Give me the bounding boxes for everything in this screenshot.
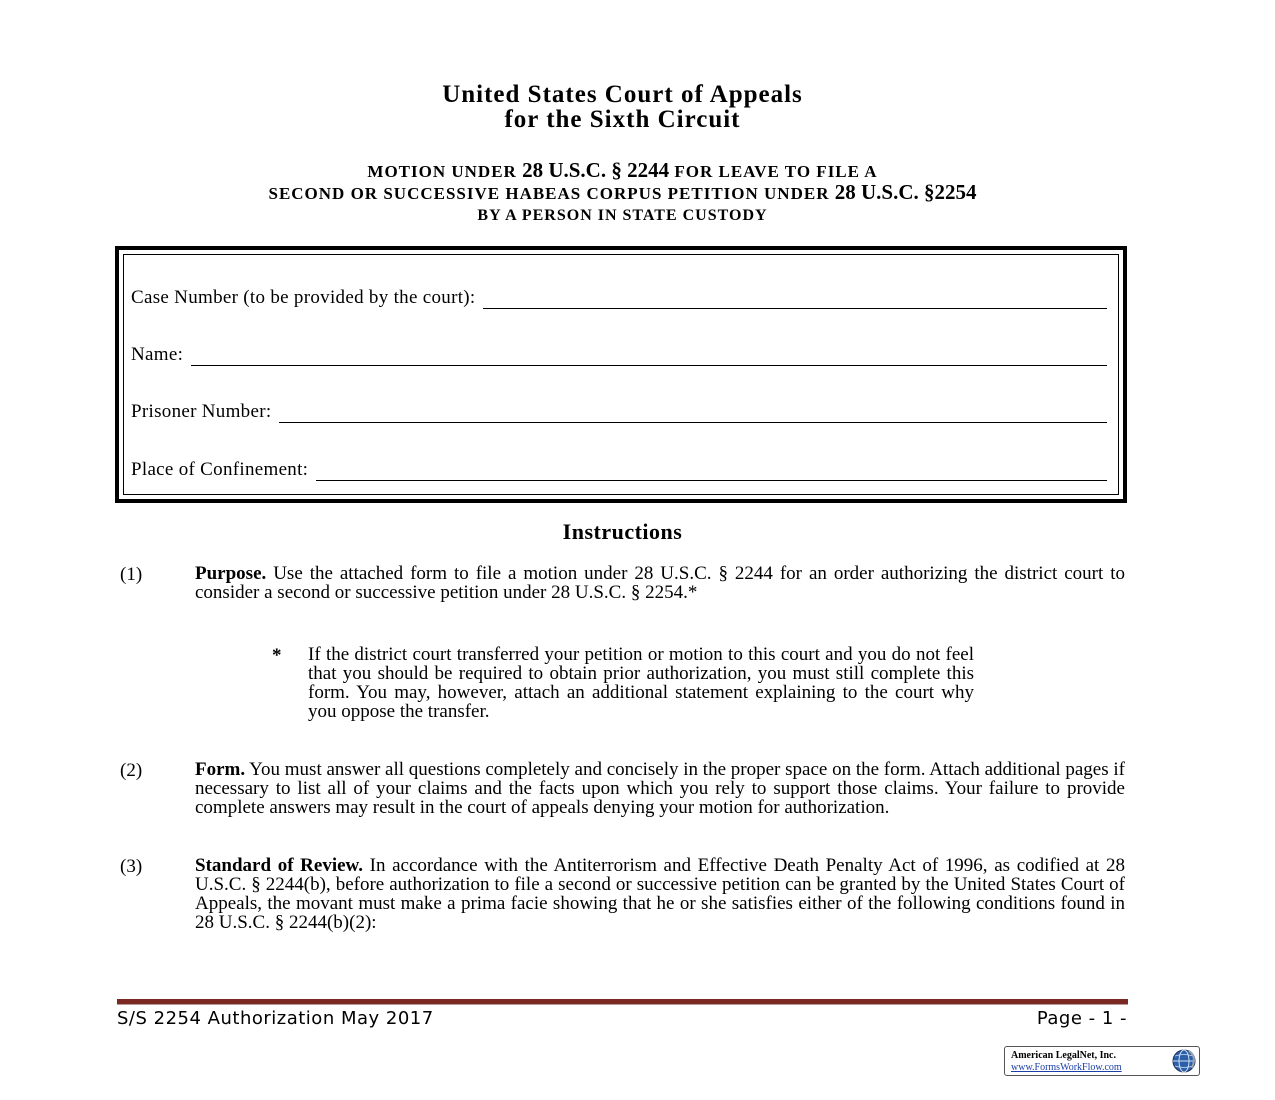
case-number-input-line[interactable] <box>483 292 1107 309</box>
name-label: Name: <box>131 344 184 365</box>
logo-website-link[interactable]: www.FormsWorkFlow.com <box>1011 1062 1122 1073</box>
place-of-confinement-field <box>131 459 1107 481</box>
instruction-text: Use the attached form to file a motion under 28 U.S.C. § 2244 for an order authorizing the district court to consider a second or successive petition under 28 U.S.C. § 2254.* <box>195 563 1125 603</box>
prisoner-number-input-line[interactable] <box>279 406 1107 423</box>
motion-line2-text-a: SECOND OR SUCCESSIVE HABEAS CORPUS PETITION UNDER <box>268 184 835 203</box>
item-number: (2) <box>120 760 143 781</box>
footer-rule <box>117 999 1128 1005</box>
court-title-line1: United States Court of Appeals <box>442 81 803 108</box>
item-number: (1) <box>120 564 143 585</box>
name-input-line[interactable] <box>191 349 1107 366</box>
instruction-text: You must answer all questions completely and concisely in the proper space on the form. Attach additional pages if necessary to list all of your claims and the facts upon which you rely to support those claims. Your failure to provide complete answers may result in the court of appeals denying your motion for authorization. <box>195 759 1125 818</box>
globe-icon <box>1171 1048 1197 1074</box>
logo-company-name: American LegalNet, Inc. <box>1011 1050 1116 1061</box>
case-number-label: Case Number (to be provided by the court): <box>131 287 476 308</box>
motion-line1-text-c: FOR LEAVE TO FILE A <box>669 162 878 181</box>
item-number: (3) <box>120 856 143 877</box>
instruction-title: Standard of Review. <box>195 855 363 876</box>
instruction-title: Purpose. <box>195 563 267 584</box>
instruction-standard-of-review <box>195 856 1125 932</box>
motion-line2-statute: 28 U.S.C. §2254 <box>834 180 977 204</box>
name-field <box>131 344 1107 366</box>
instruction-purpose <box>195 564 1125 602</box>
prisoner-number-label: Prisoner Number: <box>131 401 272 422</box>
instruction-form <box>195 760 1125 817</box>
court-title-line2: for the Sixth Circuit <box>504 106 741 133</box>
case-number-field <box>131 287 1107 309</box>
transfer-note: If the district court transferred your petition or motion to this court and you do not feel that you should be required to obtain prior authorization, you must still complete this form. You may, however, attach an additional statement explaining to the court why you oppose the transfer. <box>308 644 974 722</box>
footer-form-id: S/S 2254 Authorization May 2017 <box>117 1008 434 1029</box>
place-of-confinement-input-line[interactable] <box>316 464 1107 481</box>
instructions-heading: Instructions <box>562 519 683 544</box>
footer-page-number: Page - 1 - <box>1036 1008 1127 1029</box>
instruction-title: Form. <box>195 759 246 780</box>
american-legalnet-logo[interactable] <box>1004 1046 1200 1076</box>
instruction-text: In accordance with the Antiterrorism and Effective Death Penalty Act of 1996, as codified at 28 U.S.C. § 2244(b), before authorization to file a second or successive petition can be granted by the United States Court of Appeals, the movant must make a prima facie showing that he or she satisfies either of the following conditions found in 28 U.S.C. § 2244(b)(2): <box>195 855 1125 933</box>
asterisk-marker: * <box>272 645 282 666</box>
motion-title-line2 <box>0 181 1245 205</box>
prisoner-number-field <box>131 401 1107 423</box>
place-of-confinement-label: Place of Confinement: <box>131 459 309 480</box>
motion-title-line3: BY A PERSON IN STATE CUSTODY <box>477 207 768 224</box>
motion-line1-statute: 28 U.S.C. § 2244 <box>522 158 670 182</box>
motion-line1-text-a: MOTION UNDER <box>367 162 523 181</box>
motion-title-line1 <box>0 159 1245 183</box>
